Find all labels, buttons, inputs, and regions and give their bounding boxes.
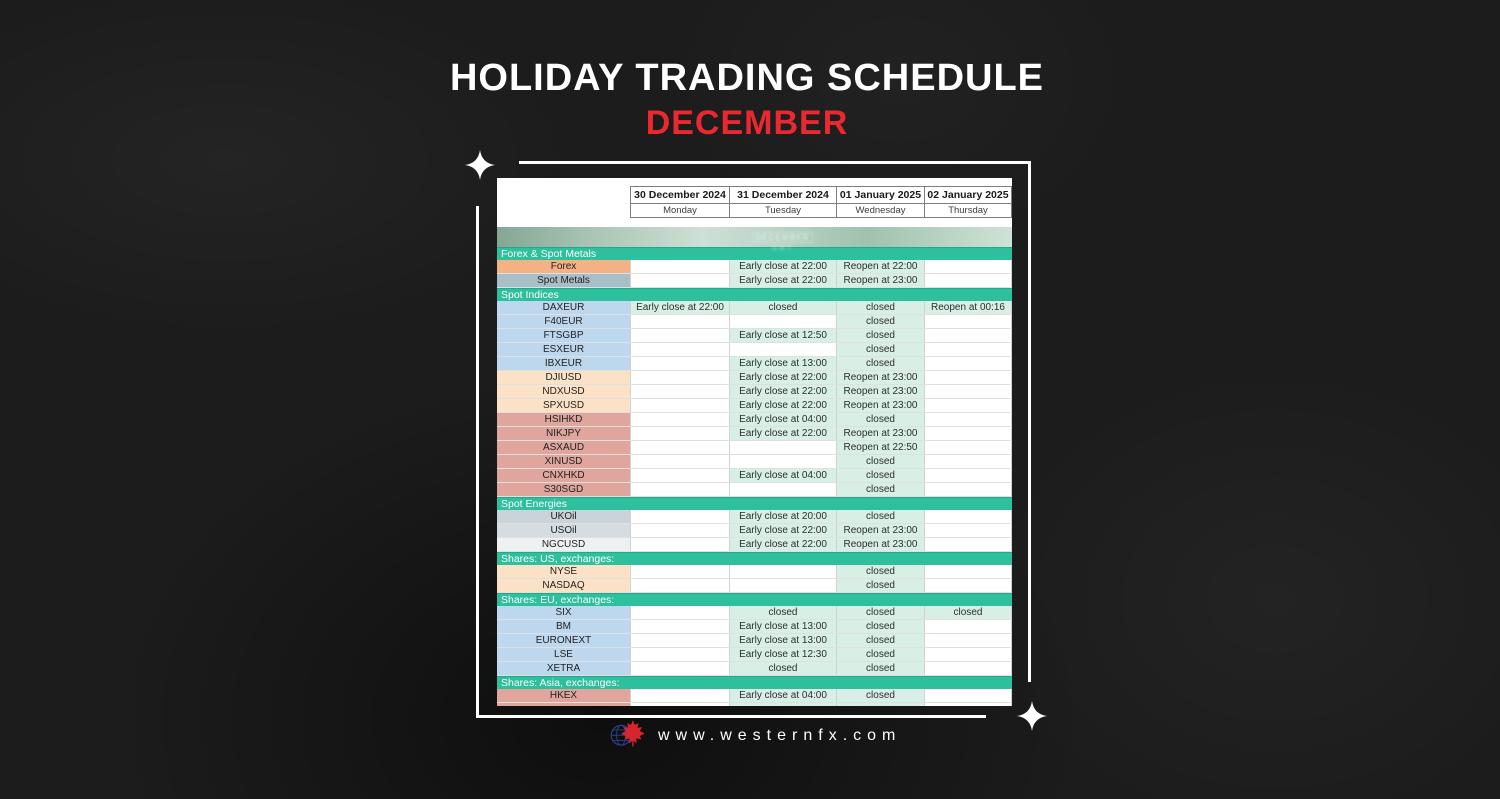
schedule-cell	[630, 315, 729, 328]
watermark-line2: GMT	[771, 245, 794, 252]
instrument-label: BM	[497, 620, 630, 633]
instrument-label: F40EUR	[497, 315, 630, 328]
schedule-cell: closed	[836, 565, 924, 578]
header-gap	[497, 218, 1012, 227]
schedule-cell	[924, 648, 1012, 661]
schedule-cell	[630, 579, 729, 592]
schedule-cell: Early close at 22:00	[729, 427, 836, 440]
schedule-cell	[924, 483, 1012, 496]
schedule-cell	[630, 565, 729, 578]
schedule-cell: closed	[836, 689, 924, 702]
schedule-cell: Early close at 13:00	[729, 620, 836, 633]
schedule-cell	[729, 441, 836, 454]
schedule-cell	[924, 620, 1012, 633]
schedule-cell: closed	[924, 606, 1012, 619]
schedule-cell	[729, 455, 836, 468]
section-header: Shares: US, exchanges:	[497, 552, 1012, 565]
instrument-label: SPXUSD	[497, 399, 630, 412]
schedule-cell	[924, 315, 1012, 328]
header-date: 01 January 2025	[837, 187, 924, 204]
frame-line-left	[476, 206, 479, 717]
schedule-cell: Early close at 04:00	[729, 469, 836, 482]
schedule-cell: Early close at 22:00	[729, 538, 836, 551]
schedule-cell: closed	[836, 343, 924, 356]
schedule-cell	[630, 413, 729, 426]
table-body	[497, 247, 1012, 703]
section-header: Shares: EU, exchanges:	[497, 593, 1012, 606]
table-row	[497, 469, 1012, 483]
schedule-cell	[630, 357, 729, 370]
schedule-cell: closed	[729, 662, 836, 675]
schedule-cell: Reopen at 23:00	[836, 538, 924, 551]
instrument-label: NIKJPY	[497, 427, 630, 440]
partial-cell	[924, 703, 1012, 706]
schedule-cell	[924, 385, 1012, 398]
schedule-cell	[924, 413, 1012, 426]
section-header: Forex & Spot Metals	[497, 247, 1012, 260]
schedule-cell	[630, 260, 729, 273]
page-title: HOLIDAY TRADING SCHEDULE	[449, 57, 1045, 99]
schedule-cell: closed	[836, 648, 924, 661]
schedule-cell	[630, 648, 729, 661]
schedule-cell	[924, 260, 1012, 273]
instrument-label: XINUSD	[497, 455, 630, 468]
sparkle-icon	[1017, 701, 1047, 731]
schedule-cell	[924, 538, 1012, 551]
schedule-cell	[630, 483, 729, 496]
table-row	[497, 441, 1012, 455]
schedule-cell	[630, 662, 729, 675]
partial-row	[497, 703, 1012, 706]
table-row	[497, 634, 1012, 648]
instrument-label: S30SGD	[497, 483, 630, 496]
gradient-band	[497, 227, 1012, 252]
schedule-cell	[924, 343, 1012, 356]
schedule-cell: Early close at 22:00	[630, 301, 729, 314]
instrument-label: USOil	[497, 524, 630, 537]
instrument-label: UKOil	[497, 510, 630, 523]
table-row	[497, 538, 1012, 552]
frame-line-right	[1028, 161, 1031, 682]
header-col-3	[836, 186, 924, 218]
table-row	[497, 399, 1012, 413]
schedule-cell: closed	[836, 469, 924, 482]
instrument-label: NYSE	[497, 565, 630, 578]
instrument-label: NGCUSD	[497, 538, 630, 551]
schedule-cell	[729, 565, 836, 578]
schedule-cell	[630, 689, 729, 702]
table-row	[497, 315, 1012, 329]
schedule-cell	[630, 455, 729, 468]
schedule-cell: Early close at 22:00	[729, 524, 836, 537]
instrument-label: HSIHKD	[497, 413, 630, 426]
schedule-cell: Early close at 13:00	[729, 357, 836, 370]
header-day: Monday	[663, 205, 697, 216]
schedule-cell	[924, 371, 1012, 384]
schedule-cell	[924, 329, 1012, 342]
schedule-cell: Early close at 22:00	[729, 399, 836, 412]
table-row	[497, 329, 1012, 343]
footer	[608, 716, 988, 756]
schedule-cell: closed	[836, 483, 924, 496]
schedule-cell: Early close at 04:00	[729, 689, 836, 702]
partial-cell	[729, 703, 836, 706]
schedule-cell: Early close at 22:00	[729, 274, 836, 287]
schedule-cell: Early close at 12:50	[729, 329, 836, 342]
instrument-label: SIX	[497, 606, 630, 619]
schedule-cell: closed	[836, 301, 924, 314]
schedule-cell	[729, 483, 836, 496]
instrument-label: NASDAQ	[497, 579, 630, 592]
table-header-row	[497, 178, 1012, 218]
table-row	[497, 413, 1012, 427]
table-row	[497, 689, 1012, 703]
header-col-1	[630, 186, 729, 218]
schedule-cell	[729, 343, 836, 356]
schedule-cell: Early close at 12:30	[729, 648, 836, 661]
instrument-label: DAXEUR	[497, 301, 630, 314]
table-row	[497, 524, 1012, 538]
schedule-cell	[924, 524, 1012, 537]
section-header: Spot Indices	[497, 288, 1012, 301]
schedule-cell	[729, 579, 836, 592]
schedule-cell	[924, 441, 1012, 454]
schedule-cell: Reopen at 23:00	[836, 399, 924, 412]
instrument-label: Spot Metals	[497, 274, 630, 287]
schedule-cell	[924, 565, 1012, 578]
header-day: Tuesday	[764, 205, 802, 216]
schedule-cell: Early close at 13:00	[729, 634, 836, 647]
title-block	[372, 58, 1122, 143]
table-row	[497, 455, 1012, 469]
schedule-cell	[630, 634, 729, 647]
header-date: 31 December 2024	[730, 187, 836, 204]
schedule-cell	[630, 620, 729, 633]
maple-leaf-logo	[608, 717, 648, 755]
table-row	[497, 343, 1012, 357]
header-date: 02 January 2025	[925, 187, 1011, 204]
schedule-cell: closed	[836, 357, 924, 370]
schedule-cell	[924, 455, 1012, 468]
schedule-cell: Reopen at 23:00	[836, 371, 924, 384]
schedule-cell: closed	[836, 579, 924, 592]
schedule-cell	[630, 343, 729, 356]
schedule-cell	[630, 510, 729, 523]
instrument-label: NDXUSD	[497, 385, 630, 398]
table-row	[497, 427, 1012, 441]
schedule-cell: closed	[836, 315, 924, 328]
instrument-label: IBXEUR	[497, 357, 630, 370]
schedule-cell: Reopen at 00:16	[924, 301, 1012, 314]
watermark-line1: DECEMBER	[752, 232, 814, 243]
instrument-label: XETRA	[497, 662, 630, 675]
table-row	[497, 606, 1012, 620]
table-row	[497, 662, 1012, 676]
table-row	[497, 648, 1012, 662]
partial-cell	[630, 703, 729, 706]
schedule-cell	[924, 427, 1012, 440]
schedule-cell	[924, 634, 1012, 647]
schedule-cell	[924, 689, 1012, 702]
schedule-cell: Reopen at 22:50	[836, 441, 924, 454]
schedule-cell: closed	[836, 329, 924, 342]
schedule-cell: Early close at 04:00	[729, 413, 836, 426]
schedule-cell	[630, 441, 729, 454]
schedule-cell	[630, 524, 729, 537]
schedule-cell	[924, 662, 1012, 675]
schedule-cell: closed	[836, 620, 924, 633]
schedule-cell: Early close at 20:00	[729, 510, 836, 523]
schedule-cell	[630, 427, 729, 440]
table-row	[497, 274, 1012, 288]
schedule-cell: closed	[836, 510, 924, 523]
table-row	[497, 510, 1012, 524]
instrument-label: CNXHKD	[497, 469, 630, 482]
header-col-4	[924, 186, 1012, 218]
instrument-label: LSE	[497, 648, 630, 661]
schedule-cell: Early close at 22:00	[729, 260, 836, 273]
schedule-cell	[630, 274, 729, 287]
schedule-cell	[924, 357, 1012, 370]
schedule-cell: closed	[836, 606, 924, 619]
schedule-cell: Reopen at 23:00	[836, 427, 924, 440]
header-date: 30 December 2024	[631, 187, 729, 204]
schedule-cell	[924, 510, 1012, 523]
schedule-cell: Reopen at 23:00	[836, 524, 924, 537]
instrument-label: HKEX	[497, 689, 630, 702]
schedule-cell: closed	[836, 455, 924, 468]
partial-label	[497, 703, 630, 706]
section-header: Shares: Asia, exchanges:	[497, 676, 1012, 689]
table-row	[497, 565, 1012, 579]
table-row	[497, 483, 1012, 497]
instrument-label: ASXAUD	[497, 441, 630, 454]
table-row	[497, 301, 1012, 315]
header-spacer	[497, 186, 630, 218]
schedule-cell: closed	[836, 662, 924, 675]
table-row	[497, 579, 1012, 593]
schedule-cell	[924, 399, 1012, 412]
schedule-cell	[630, 606, 729, 619]
schedule-cell: Reopen at 22:00	[836, 260, 924, 273]
schedule-cell: closed	[729, 301, 836, 314]
schedule-cell	[630, 469, 729, 482]
table-row	[497, 371, 1012, 385]
schedule-cell	[924, 274, 1012, 287]
section-header: Spot Energies	[497, 497, 1012, 510]
schedule-cell	[630, 371, 729, 384]
schedule-cell: Early close at 22:00	[729, 385, 836, 398]
schedule-cell: closed	[729, 606, 836, 619]
schedule-cell: Reopen at 23:00	[836, 385, 924, 398]
table-row	[497, 357, 1012, 371]
partial-cell	[836, 703, 924, 706]
instrument-label: DJIUSD	[497, 371, 630, 384]
schedule-cell	[630, 385, 729, 398]
table-row	[497, 385, 1012, 399]
page-subtitle: DECEMBER	[645, 103, 849, 142]
schedule-cell: closed	[836, 413, 924, 426]
header-day: Wednesday	[855, 205, 906, 216]
header-day: Thursday	[948, 205, 988, 216]
footer-url: www.westernfx.com	[658, 727, 902, 744]
instrument-label: Forex	[497, 260, 630, 273]
frame-line-top	[519, 161, 1030, 164]
schedule-table	[497, 178, 1012, 705]
sparkle-icon	[465, 150, 495, 180]
instrument-label: ESXEUR	[497, 343, 630, 356]
watermark	[729, 227, 836, 252]
schedule-cell	[630, 329, 729, 342]
schedule-cell	[630, 399, 729, 412]
schedule-cell: Reopen at 23:00	[836, 274, 924, 287]
schedule-cell	[729, 315, 836, 328]
instrument-label: EURONEXT	[497, 634, 630, 647]
schedule-cell	[924, 469, 1012, 482]
schedule-cell: closed	[836, 634, 924, 647]
instrument-label: FTSGBP	[497, 329, 630, 342]
schedule-cell	[630, 538, 729, 551]
table-row	[497, 620, 1012, 634]
table-row	[497, 260, 1012, 274]
header-col-2	[729, 186, 836, 218]
schedule-cell	[924, 579, 1012, 592]
schedule-cell: Early close at 22:00	[729, 371, 836, 384]
